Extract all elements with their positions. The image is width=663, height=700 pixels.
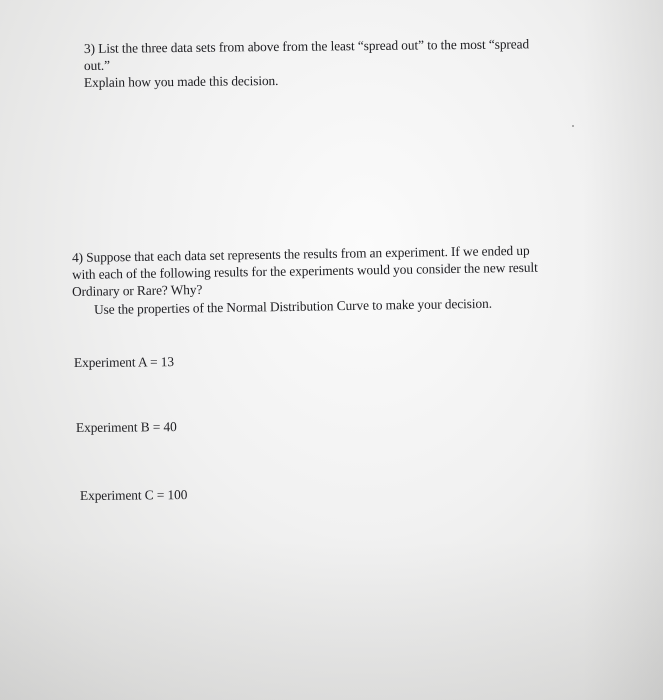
question-3-line-2: out.”	[83, 57, 110, 73]
question-4-line-2: with each of the following results for the experiments would you consider the new result	[71, 259, 538, 282]
question-3-line-3: Explain how you made this decision.	[83, 72, 279, 90]
experiment-c: Experiment C = 100	[79, 487, 188, 503]
question-4-line-1: 4) Suppose that each data set represents the results from an experiment. If we ended up	[71, 242, 530, 265]
question-4-line-4: Use the properties of the Normal Distribution Curve to make your decision.	[93, 295, 493, 317]
paper-shadow	[0, 540, 663, 700]
experiment-a: Experiment A = 13	[73, 354, 175, 370]
question-4-line-3: Ordinary or Rare? Why?	[71, 281, 203, 299]
paper-shadow-right	[583, 0, 663, 700]
paper-speck	[572, 125, 574, 127]
experiment-b: Experiment B = 40	[75, 419, 177, 435]
question-3-line-1: 3) List the three data sets from above from the least “spread out” to the most “spread	[83, 36, 530, 56]
